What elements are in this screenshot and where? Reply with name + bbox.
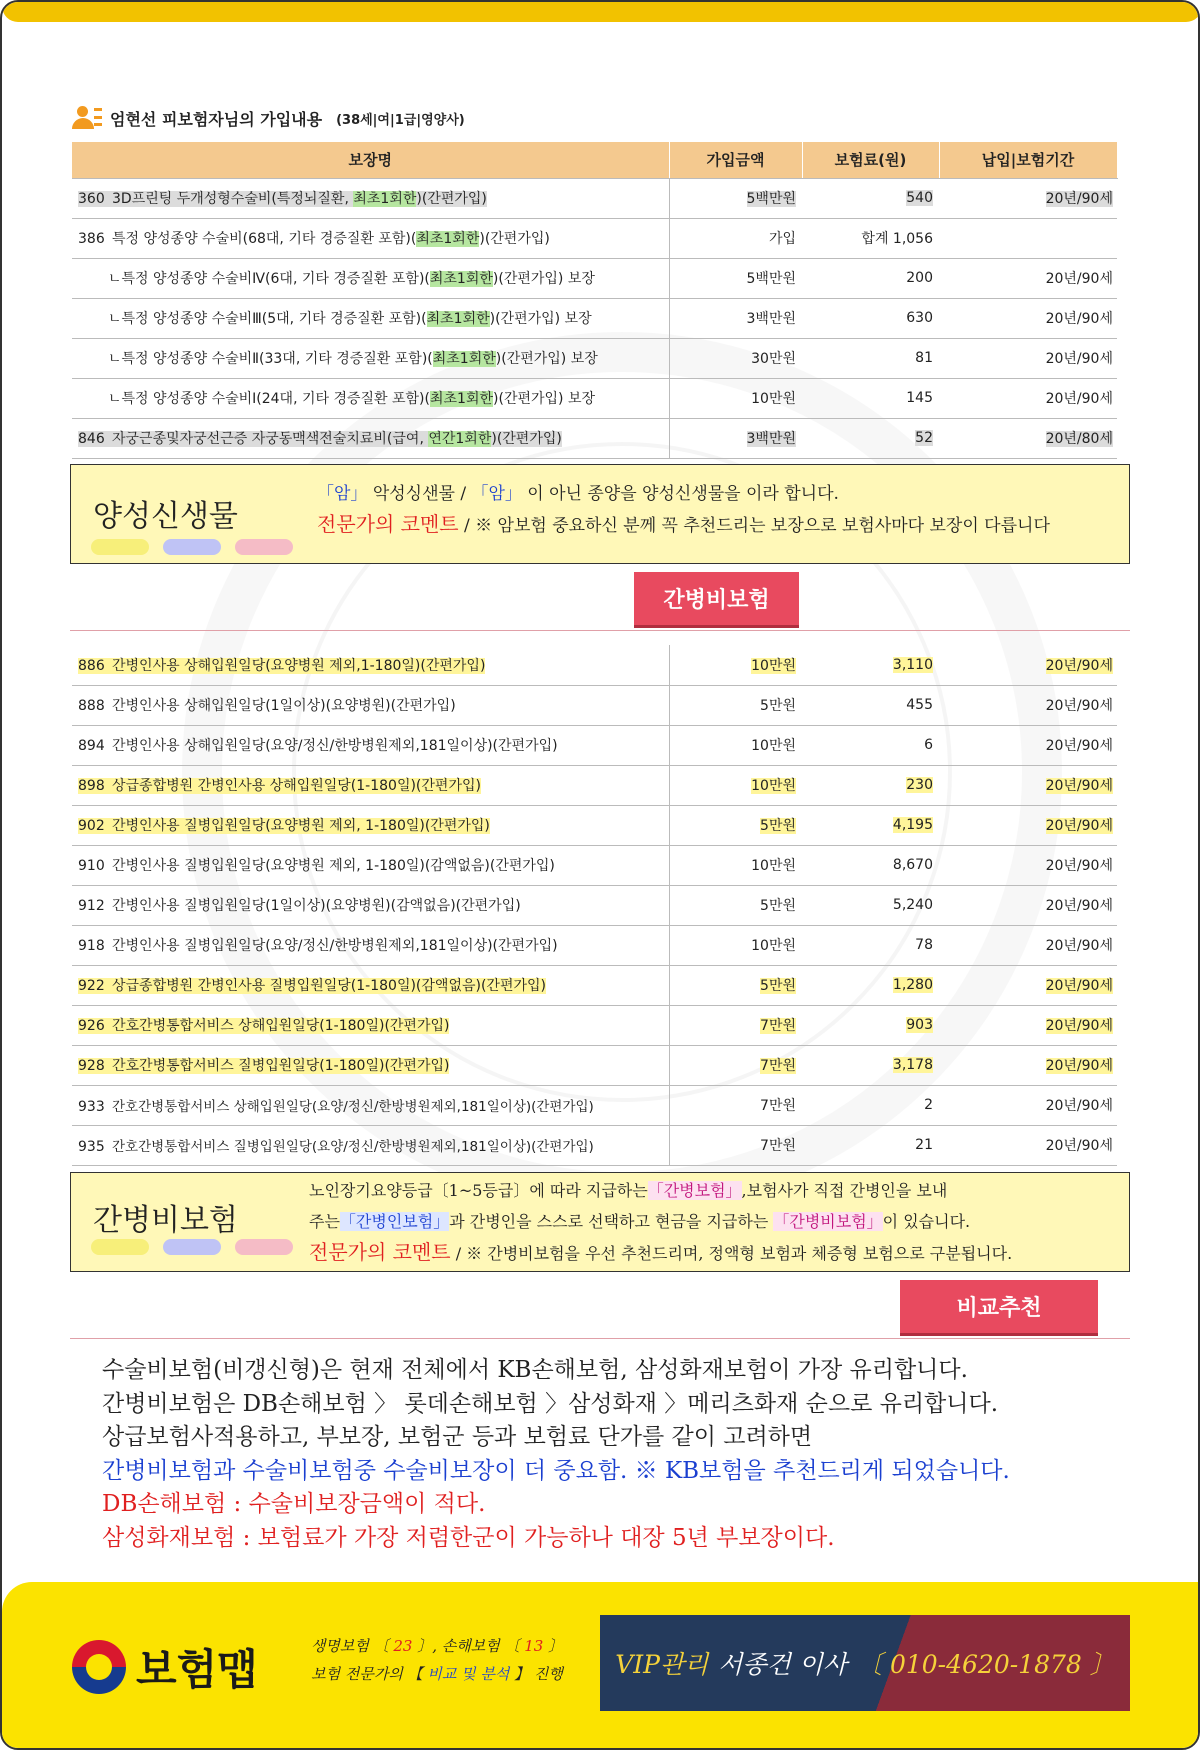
coverage-name	[72, 925, 669, 965]
coverage-amount: 10만원	[751, 391, 796, 407]
vip-contact-banner[interactable]	[600, 1615, 1130, 1711]
legend-dot-yellow	[91, 1239, 149, 1255]
compare-analysis: 비교 및 분석	[427, 1665, 510, 1683]
limit-tag: 최초1회한	[353, 191, 417, 207]
coverage-code: 886	[78, 657, 105, 674]
brand-logo[interactable]	[72, 1637, 258, 1697]
coverage-premium: 1,280	[892, 977, 933, 993]
coverage-text: )(간편가입)	[416, 191, 487, 207]
limit-tag: 최초1회한	[430, 391, 494, 407]
coverage-premium: 2	[924, 1097, 933, 1113]
comment-text	[309, 1175, 1012, 1269]
life-count: 23	[393, 1637, 413, 1655]
care-insurance-tag: 「간병보험」	[647, 1181, 742, 1200]
coverage-amount: 7만원	[760, 1098, 796, 1114]
cancer-tag: 「암」	[317, 484, 368, 504]
coverage-amount: 30만원	[751, 351, 796, 367]
limit-tag: 최초1회한	[416, 231, 480, 247]
col-header-period: 납입|보험기간	[939, 142, 1117, 178]
coverage-text: 특정 양성종양 수술비(68대, 기타 경증질환 포함)(	[112, 231, 417, 247]
taegeuk-icon	[72, 1640, 126, 1694]
expert-comment-label: 전문가의 코멘트	[309, 1240, 451, 1264]
vip-phone[interactable]: 〔 010-4620-1878 〕	[857, 1650, 1115, 1679]
coverage-text: 간병인사용 상해입원일당(1일이상)(요양병원)(간편가입)	[112, 698, 456, 714]
coverage-text: ㄴ특정 양성종양 수술비Ⅰ(24대, 기타 경증질환 포함)(	[108, 391, 430, 407]
coverage-period: 20년/90세	[1045, 191, 1113, 207]
coverage-text: 상급종합병원 간병인사용 상해입원일당(1-180일)(간편가입)	[112, 778, 481, 794]
footer-stats	[272, 1632, 602, 1688]
comment-line1-d: 이 아닌 종양을 양성신생물을 이라 합니다.	[521, 484, 839, 504]
coverage-period: 20년/90세	[1045, 898, 1113, 914]
nonlife-count: 13	[524, 1637, 544, 1655]
table-row	[72, 925, 1117, 965]
coverage-code: 894	[78, 738, 105, 754]
coverage-text: 간병인사용 질병입원일당(1일이상)(요양병원)(감액없음)(간편가입)	[112, 898, 521, 914]
coverage-amount: 5만원	[760, 818, 796, 834]
comment-box-care	[70, 1172, 1130, 1272]
coverage-period: 20년/90세	[1045, 271, 1113, 287]
insured-header	[72, 106, 465, 130]
table-row	[72, 378, 1117, 418]
table-row	[72, 338, 1117, 378]
coverage-name	[72, 685, 669, 725]
coverage-premium: 540	[906, 190, 933, 206]
coverage-text: )(간편가입)	[491, 431, 562, 447]
table-row	[72, 645, 1117, 685]
coverage-amount: 10만원	[751, 938, 796, 954]
coverage-premium: 200	[906, 270, 933, 286]
coverage-premium: 21	[915, 1137, 933, 1153]
table-header-row	[72, 142, 1117, 178]
table-row	[72, 258, 1117, 298]
coverage-amount: 7만원	[760, 1058, 796, 1074]
vip-manager-name: 서종건 이사	[718, 1650, 847, 1679]
comment-title: 양성신생물	[93, 499, 238, 534]
recommendation-summary	[102, 1354, 1010, 1555]
coverage-name	[72, 378, 669, 418]
coverage-text: 간호간병통합서비스 질병입원일당(1-180일)(간편가입)	[112, 1058, 450, 1074]
coverage-period: 20년/80세	[1045, 431, 1113, 447]
footer	[2, 1582, 1200, 1750]
coverage-amount: 10만원	[751, 657, 796, 674]
coverage-text: ㄴ특정 양성종양 수술비Ⅱ(33대, 기타 경증질환 포함)(	[108, 351, 433, 367]
coverage-period: 20년/90세	[1045, 738, 1113, 754]
coverage-text: 간호간병통합서비스 상해입원일당(요양/정신/한방병원제외,181일이상)(간편가입)	[112, 1099, 594, 1115]
coverage-code: 898	[78, 778, 105, 794]
limit-tag: 최초1회한	[426, 311, 490, 327]
coverage-code: 912	[78, 898, 105, 914]
comment-text	[317, 479, 1050, 541]
coverage-text: 상급종합병원 간병인사용 질병입원일당(1-180일)(감액없음)(간편가입)	[112, 978, 546, 994]
col-header-premium: 보험료(원)	[802, 142, 939, 178]
top-accent-bar	[2, 2, 1200, 22]
coverage-text: 간병인사용 상해입원일당(요양/정신/한방병원제외,181일이상)(간편가입)	[112, 738, 558, 754]
coverage-name	[72, 258, 669, 298]
coverage-period: 20년/90세	[1045, 938, 1113, 954]
coverage-name	[72, 338, 669, 378]
legend-dot-blue	[163, 1239, 221, 1255]
coverage-premium: 145	[906, 390, 933, 406]
coverage-premium: 5,240	[892, 897, 933, 913]
coverage-text: ㄴ특정 양성종양 수술비Ⅳ(6대, 기타 경증질환 포함)(	[108, 271, 430, 287]
coverage-amount: 5백만원	[746, 271, 796, 287]
coverage-period: 20년/90세	[1045, 978, 1113, 994]
coverage-premium: 8,670	[892, 857, 933, 873]
comment-line2: / ※ 암보험 중요하신 분께 꼭 추천드리는 보장으로 보험사마다 보장이 다릅니다	[458, 516, 1050, 536]
summary-line-1: 수술비보험(비갱신형)은 현재 전체에서 KB손해보험, 삼성화재보험이 가장 유리합니다.	[102, 1357, 968, 1383]
table-row	[72, 965, 1117, 1005]
coverage-name	[72, 1085, 669, 1125]
color-legend-dots	[91, 1239, 293, 1255]
limit-tag: 최초1회한	[429, 271, 493, 287]
coverage-amount: 가입	[768, 231, 796, 247]
coverage-premium: 3,178	[892, 1057, 933, 1073]
coverage-premium: 230	[906, 777, 933, 793]
coverage-amount: 5만원	[760, 898, 796, 914]
comment2-line2e: 이 있습니다.	[882, 1212, 971, 1231]
summary-line-4: 간병비보험과 수술비보험중 수술비보장이 더 중요함. ※ KB보험을 추천드리게 되었습니다.	[102, 1457, 1010, 1484]
coverage-name	[72, 298, 669, 338]
coverage-text: 3D프린팅 두개성형수술비(특정뇌질환,	[112, 191, 354, 207]
coverage-amount: 5백만원	[746, 191, 796, 207]
table-row	[72, 1045, 1117, 1085]
care-cost-insurance-tag: 「간병비보험」	[773, 1212, 883, 1231]
coverage-name	[72, 1125, 669, 1165]
legend-dot-blue	[163, 539, 221, 555]
coverage-premium: 4,195	[892, 817, 933, 833]
coverage-name	[72, 1005, 669, 1045]
coverage-period: 20년/90세	[1045, 657, 1113, 674]
person-list-icon	[72, 106, 102, 130]
color-legend-dots	[91, 539, 293, 555]
summary-line-5: DB손해보험 : 수술비보장금액이 적다.	[102, 1491, 486, 1517]
comment2-line1a: 노인장기요양등급〔1~5등급〕에 따라 지급하는	[309, 1181, 648, 1200]
coverage-text: 간호간병통합서비스 상해입원일당(1-180일)(간편가입)	[112, 1018, 450, 1034]
coverage-premium: 합계 1,056	[861, 231, 933, 247]
section-tab-compare: 비교추천	[900, 1280, 1098, 1336]
expert-label: 보험 전문가의 【	[311, 1665, 428, 1683]
coverage-premium: 81	[915, 350, 933, 366]
table-row	[72, 805, 1117, 845]
coverage-premium: 455	[906, 697, 933, 713]
coverage-code: 928	[78, 1058, 105, 1074]
table-row	[72, 1085, 1117, 1125]
coverage-text: 간병인사용 질병입원일당(요양병원 제외, 1-180일)(간편가입)	[112, 818, 490, 834]
coverage-amount: 10만원	[751, 778, 796, 794]
progress-label: 】 진행	[509, 1665, 563, 1683]
coverage-period: 20년/90세	[1045, 391, 1113, 407]
coverage-amount: 5만원	[760, 698, 796, 714]
brand-name: 보험맵	[136, 1645, 258, 1694]
coverage-code: 846	[78, 431, 105, 447]
coverage-text: 간병인사용 질병입원일당(요양/정신/한방병원제외,181일이상)(간편가입)	[112, 938, 558, 954]
legend-dot-pink	[235, 539, 293, 555]
coverage-code: 360	[78, 191, 105, 207]
col-header-amount: 가입금액	[669, 142, 802, 178]
table-row	[72, 1125, 1117, 1165]
coverage-name	[72, 1045, 669, 1085]
coverage-name	[72, 885, 669, 925]
coverage-amount: 7만원	[760, 1018, 796, 1034]
coverage-code: 935	[78, 1139, 105, 1155]
table-row	[72, 178, 1117, 218]
coverage-period: 20년/90세	[1045, 1058, 1113, 1074]
coverage-code: 910	[78, 858, 105, 874]
coverage-text: 간병인사용 상해입원일당(요양병원 제외,1-180일)(간편가입)	[112, 657, 486, 674]
coverage-period: 20년/90세	[1045, 778, 1113, 794]
coverage-amount: 10만원	[751, 858, 796, 874]
caregiver-insurance-tag: 「간병인보험」	[339, 1212, 450, 1231]
coverage-premium: 903	[906, 1017, 933, 1033]
coverage-text: ㄴ특정 양성종양 수술비Ⅲ(5대, 기타 경증질환 포함)(	[108, 311, 427, 327]
coverage-text: 자궁근종및자궁선근증 자궁동맥색전술치료비(급여,	[112, 431, 429, 447]
coverage-text: )(간편가입) 보장	[492, 271, 595, 287]
summary-line-3: 상급보험사적용하고, 부보장, 보험군 등과 보험료 단가를 같이 고려하면	[102, 1424, 813, 1450]
coverage-premium: 3,110	[892, 656, 933, 673]
coverage-code: 902	[78, 818, 105, 834]
coverage-period: 20년/90세	[1045, 351, 1113, 367]
coverage-period: 20년/90세	[1045, 1138, 1113, 1154]
summary-line-2: 간병비보험은 DB손해보험 〉 롯데손해보험 〉삼성화재 〉메리츠화재 순으로 유리합니다.	[102, 1390, 999, 1417]
coverage-name	[72, 725, 669, 765]
table-row	[72, 765, 1117, 805]
coverage-code: 386	[78, 231, 105, 247]
coverage-name	[72, 218, 669, 258]
cancer-tag-2: 「암」	[471, 484, 522, 504]
coverage-text: )(간편가입) 보장	[493, 391, 595, 407]
coverage-period: 20년/90세	[1045, 1018, 1113, 1034]
coverage-code: 933	[78, 1099, 105, 1115]
coverage-period: 20년/90세	[1045, 698, 1113, 714]
coverage-name	[72, 418, 669, 458]
coverage-amount: 5만원	[760, 978, 796, 994]
coverage-text: )(간편가입)	[479, 231, 550, 247]
table-row	[72, 725, 1117, 765]
table-row	[72, 1005, 1117, 1045]
coverage-code: 922	[78, 978, 105, 994]
coverage-period: 20년/90세	[1045, 858, 1113, 874]
table-row	[72, 685, 1117, 725]
coverage-code: 926	[78, 1018, 105, 1034]
table-row	[72, 885, 1117, 925]
coverage-amount: 3백만원	[746, 311, 796, 327]
col-header-name: 보장명	[72, 142, 669, 178]
summary-line-6: 삼성화재보험 : 보험료가 가장 저렴한군이 가능하나 대장 5년 부보장이다.	[102, 1524, 835, 1551]
coverage-period: 20년/90세	[1045, 1098, 1113, 1114]
coverage-premium: 78	[915, 937, 933, 953]
coverage-text: 간호간병통합서비스 질병입원일당(요양/정신/한방병원제외,181일이상)(간편가입)	[112, 1139, 594, 1155]
section-divider	[70, 1338, 1130, 1339]
coverage-code: 888	[78, 698, 105, 714]
insured-subtitle: (38세|여|1급|영양사)	[336, 112, 465, 128]
comment-box-benign-tumor	[70, 464, 1130, 564]
legend-dot-yellow	[91, 539, 149, 555]
expert-comment-label: 전문가의 코멘트	[317, 512, 459, 536]
coverage-name	[72, 965, 669, 1005]
coverage-amount: 7만원	[760, 1138, 796, 1154]
comment2-line2a: 주는	[309, 1212, 340, 1231]
coverage-text: )(간편가입) 보장	[489, 311, 592, 327]
comment2-line2c: 과 간병인을 스스로 선택하고 현금을 지급하는	[449, 1212, 774, 1231]
life-label: 생명보험 〔	[310, 1637, 394, 1655]
coverage-text: 간병인사용 질병입원일당(요양병원 제외, 1-180일)(감액없음)(간편가입)	[112, 858, 555, 874]
comment-line1-b: 악성싱샌물 /	[367, 484, 472, 504]
coverage-period: 20년/90세	[1045, 818, 1113, 834]
coverage-code: 918	[78, 938, 105, 954]
comment-title: 간병비보험	[93, 1203, 238, 1238]
table-row	[72, 845, 1117, 885]
care-coverage-table	[72, 645, 1117, 1166]
coverage-name	[72, 645, 669, 685]
limit-tag: 연간1회한	[428, 431, 492, 447]
legend-dot-pink	[235, 1239, 293, 1255]
coverage-name	[72, 845, 669, 885]
coverage-name	[72, 765, 669, 805]
section-divider	[70, 630, 1130, 631]
table-row	[72, 218, 1117, 258]
vip-label: VIP관리	[615, 1650, 709, 1679]
coverage-name	[72, 805, 669, 845]
limit-tag: 최초1회한	[432, 351, 496, 367]
coverage-text: )(간편가입) 보장	[495, 351, 598, 367]
comment2-line3: / ※ 간병비보험을 우선 추천드리며, 정액형 보험과 체증형 보험으로 구분됩니다.	[450, 1244, 1013, 1263]
coverage-period: 20년/90세	[1045, 311, 1113, 327]
coverage-amount: 3백만원	[746, 431, 796, 447]
coverage-name	[72, 178, 669, 218]
table-row	[72, 298, 1117, 338]
insured-title: 엄현선 피보험자님의 가입내용	[110, 109, 323, 129]
nonlife-close: 〕	[543, 1637, 564, 1655]
coverage-premium: 52	[915, 430, 933, 446]
surgery-coverage-table	[72, 142, 1118, 459]
coverage-premium: 6	[924, 737, 933, 753]
coverage-premium: 630	[906, 310, 933, 326]
comment2-line1c: ,보험사가 직접 간병인을 보내	[741, 1181, 948, 1200]
section-tab-care: 간병비보험	[634, 572, 799, 628]
nonlife-label: 〕, 손해보험 〔	[412, 1637, 525, 1655]
coverage-amount: 10만원	[751, 738, 796, 754]
table-row	[72, 418, 1117, 458]
